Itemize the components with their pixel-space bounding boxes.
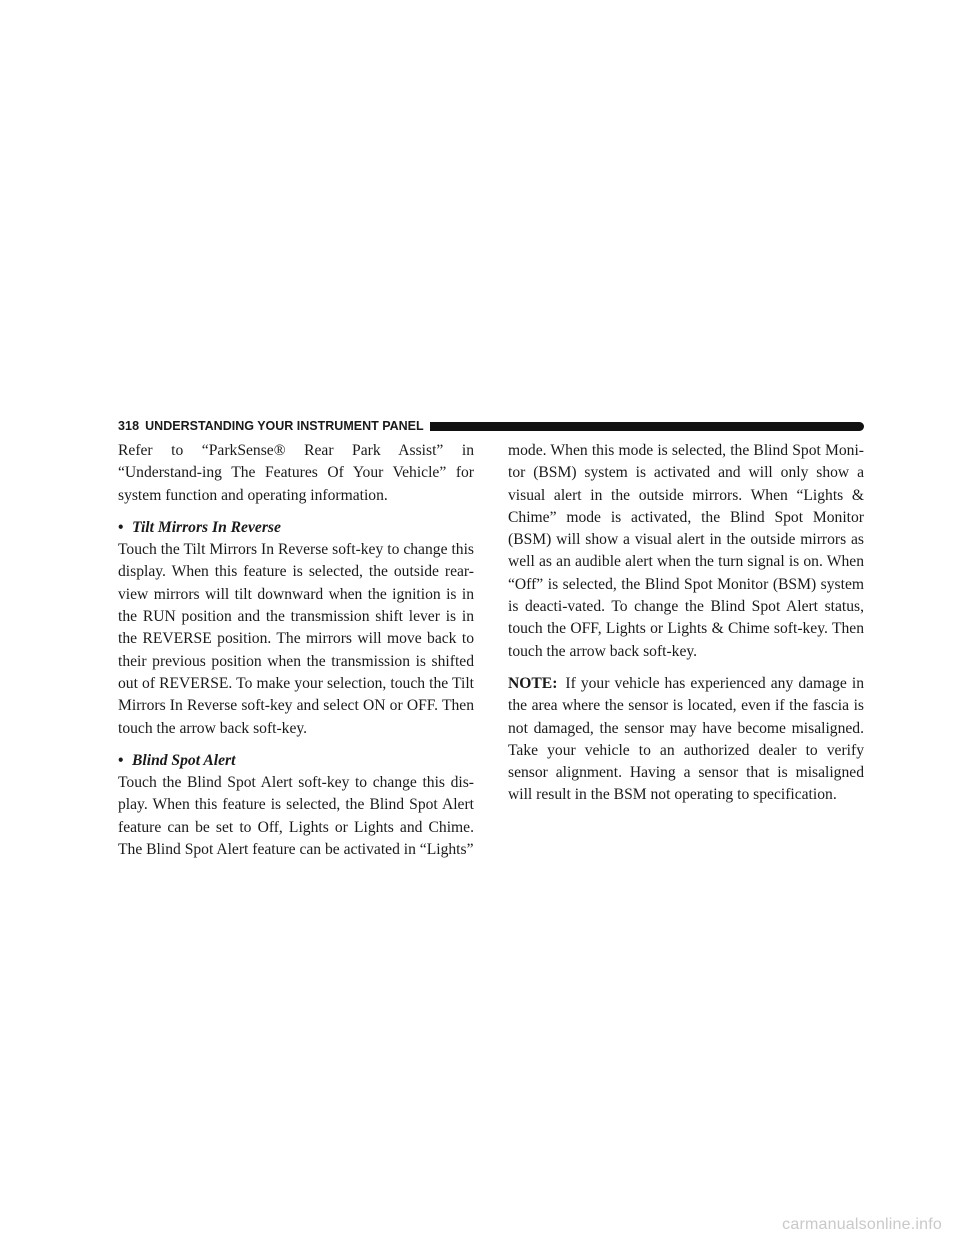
tilt-mirrors-heading-text: Tilt Mirrors In Reverse (132, 518, 281, 536)
left-column (118, 440, 474, 861)
note-label: NOTE: (508, 674, 558, 692)
blind-spot-alert-heading-text: Blind Spot Alert (132, 751, 236, 769)
blind-spot-alert-heading (118, 750, 474, 772)
header-rule (430, 422, 864, 431)
note-body: If your vehicle has experienced any damage in the area where the sensor is located, even if the fascia is not damaged, the sensor may have become misaligned. Take your vehicle to an authorized dealer to verify sensor alignment. Having a sensor that is misaligned will result in the BSM not operating to specification. (508, 674, 864, 804)
right-column (508, 440, 864, 817)
page-number: 318 (118, 419, 140, 433)
note-paragraph (508, 673, 864, 807)
bullet-icon: • (118, 751, 124, 769)
page-header (118, 418, 864, 434)
blind-spot-alert-paragraph: Touch the Blind Spot Alert soft-key to change this dis-play. When this feature is selected, the Blind Spot Alert feature can be set to Off, Lights or Lights and Chime. The Blind Spot Alert feature can be activated in “Lights” (118, 774, 474, 859)
intro-paragraph: Refer to “ParkSense® Rear Park Assist” in “Understand-ing The Features Of Your Vehicle” for system function and operating information. (118, 442, 474, 504)
tilt-mirrors-paragraph: Touch the Tilt Mirrors In Reverse soft-key to change this display. When this feature is selected, the outside rear-view mirrors will tilt downward when the ignition is in the RUN position and the transmission shift lever is in the REVERSE position. The mirrors will move back to their previous position when the transmission is shifted out of REVERSE. To make your selection, touch the Tilt Mirrors In Reverse soft-key and select ON or OFF. Then touch the arrow back soft-key. (118, 541, 474, 737)
watermark: carmanualsonline.info (782, 1216, 942, 1233)
tilt-mirrors-heading (118, 517, 474, 539)
bullet-icon: • (118, 518, 124, 536)
section-title: UNDERSTANDING YOUR INSTRUMENT PANEL (145, 419, 424, 433)
continued-paragraph: mode. When this mode is selected, the Blind Spot Moni-tor (BSM) system is activated and will only show a visual alert in the outside mirrors. When “Lights & Chime” mode is activated, the Blind Spot Monitor (BSM) will show a visual alert in the outside mirrors as well as an audible alert when the turn signal is on. When “Off” is selected, the Blind Spot Monitor (BSM) system is deacti-vated. To change the Blind Spot Alert status, touch the OFF, Lights or Lights & Chime soft-key. Then touch the arrow back soft-key. (508, 442, 864, 660)
